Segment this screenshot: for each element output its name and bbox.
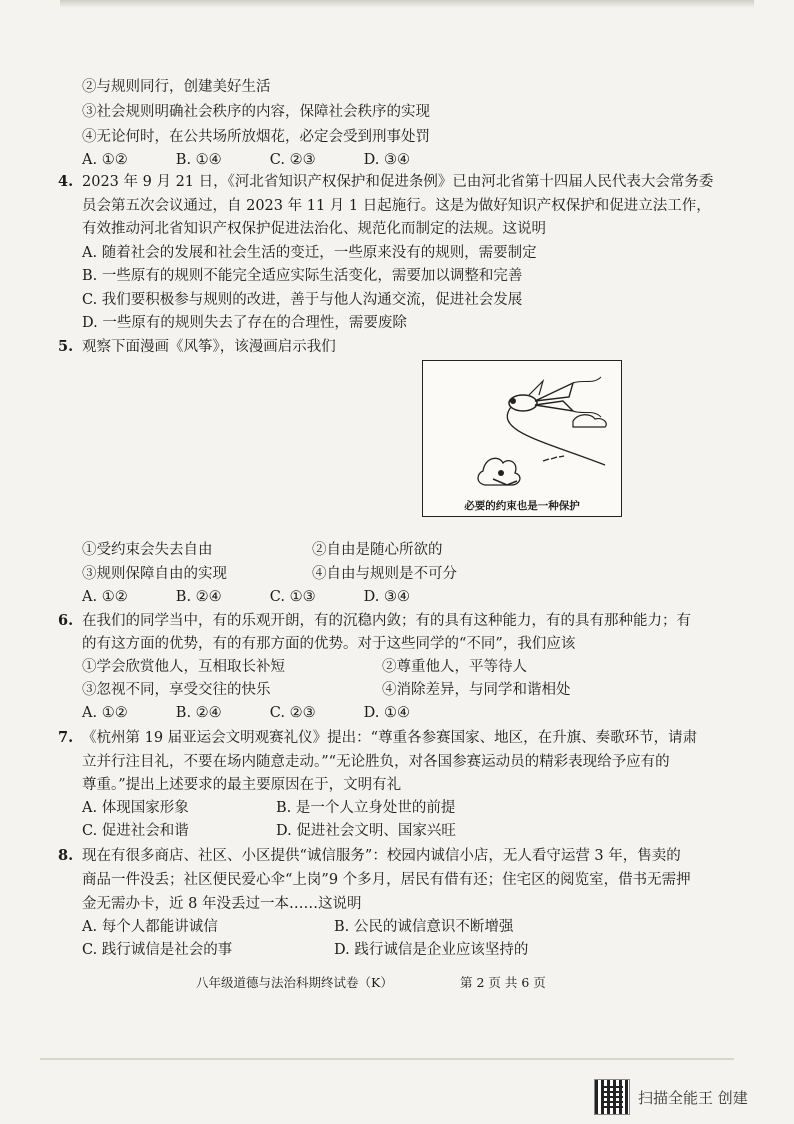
q7-stem-line-1: 《杭州第 19 届亚运会文明观赛礼仪》提出：“尊重各参赛国家、地区，在升旗、奏歌环节，请肃 [82, 730, 698, 746]
q6-stem-line-2: 的有这方面的优势，有的有那方面的优势。对于这些同学的“不同”，我们应该 [82, 636, 576, 652]
scanner-watermark [594, 1079, 748, 1115]
q4-option-a: A. 随着社会的发展和社会生活的变迁，一些原来没有的规则，需要制定 [82, 245, 537, 261]
q4-option-c: C. 我们要积极参与规则的改进，善于与他人沟通交流，促进社会发展 [82, 292, 523, 308]
q8-number: 8. [58, 847, 74, 864]
q5-option-3: ③规则保障自由的实现 [82, 566, 227, 582]
q8-option-d: D. 践行诚信是企业应该坚持的 [334, 942, 529, 958]
scan-top-edge [60, 0, 754, 8]
q7-option-c: C. 促进社会和谐 [82, 823, 189, 839]
q6-option-1: ①学会欣赏他人，互相取长补短 [82, 659, 285, 675]
q4-number: 4. [58, 173, 74, 190]
q3-choices: A. ①② B. ①④ C. ②③ D. ③④ [82, 152, 411, 168]
q3-option-2: ②与规则同行，创建美好生活 [82, 79, 271, 95]
scan-bottom-edge [40, 1058, 734, 1060]
q3-option-4: ④无论何时，在公共场所放烟花，必定会受到刑事处罚 [82, 129, 430, 145]
q6-choices: A. ①② B. ②④ C. ②③ D. ①④ [82, 705, 411, 721]
q8-option-c: C. 践行诚信是社会的事 [82, 942, 233, 958]
q5-option-2: ②自由是随心所欲的 [312, 542, 443, 558]
qr-code-icon [594, 1079, 630, 1115]
q5-stem: 观察下面漫画《风筝》，该漫画启示我们 [82, 339, 336, 355]
q7-option-a: A. 体现国家形象 [82, 800, 189, 816]
q7-option-b: B. 是一个人立身处世的前提 [276, 800, 456, 816]
q6-option-2: ②尊重他人，平等待人 [382, 659, 527, 675]
q5-option-1: ①受约束会失去自由 [82, 542, 213, 558]
q5-number: 5. [58, 338, 74, 355]
footer-exam-title: 八年级道德与法治科期终试卷（K） [196, 975, 393, 990]
q8-option-b: B. 公民的诚信意识不断增强 [334, 919, 514, 935]
q8-stem-line-3: 金无需办卡，近 8 年没丢过一本……这说明 [82, 896, 362, 912]
q4-stem-line-1: 2023 年 9 月 21 日，《河北省知识产权保护和促进条例》已由河北省第十四届人民代表大会常务委 [82, 174, 714, 190]
q4-option-d: D. 一些原有的规则失去了存在的合理性，需要废除 [82, 315, 407, 331]
q7-stem-line-3: 尊重。”提出上述要求的最主要原因在于，文明有礼 [82, 777, 402, 793]
q3-option-3: ③社会规则明确社会秩序的内容，保障社会秩序的实现 [82, 104, 430, 120]
q5-choices: A. ①② B. ②④ C. ①③ D. ③④ [82, 589, 411, 605]
q4-stem-line-3: 有效推动河北省知识产权保护促进法治化、规范化而制定的法规。这说明 [82, 221, 546, 237]
footer-page-info: 第 2 页 共 6 页 [460, 975, 546, 990]
q6-stem-line-1: 在我们的同学当中，有的乐观开朗，有的沉稳内敛；有的具有这种能力，有的具有那种能力；有 [82, 613, 691, 629]
q8-stem-line-2: 商品一件没丢；社区便民爱心伞“上岗”9 个多月，居民有借有还；住宅区的阅览室，借书无需押 [82, 872, 691, 888]
q7-number: 7. [58, 729, 74, 746]
kite-icon [509, 377, 601, 417]
q6-option-4: ④消除差异，与同学和谐相处 [382, 682, 571, 698]
q8-option-a: A. 每个人都能讲诚信 [82, 919, 218, 935]
q8-stem-line-1: 现在有很多商店、社区、小区提供“诚信服务”：校园内诚信小店，无人看守运营 3 年，售卖的 [82, 848, 681, 864]
kite-comic [422, 360, 622, 517]
q7-option-d: D. 促进社会文明、国家兴旺 [276, 823, 456, 839]
q7-stem-line-2: 立并行注目礼，不要在场内随意走动。”“无论胜负，对各国参赛运动员的精彩表现给予应有的 [82, 754, 670, 770]
kite-illustration [423, 361, 623, 518]
q5-option-4: ④自由与规则是不可分 [312, 566, 457, 582]
watermark-text: 扫描全能王 创建 [638, 1088, 748, 1107]
q6-number: 6. [58, 612, 74, 629]
q6-option-3: ③忽视不同，享受交往的快乐 [82, 682, 271, 698]
comic-caption: 必要的约束也是一种保护 [464, 500, 580, 512]
q4-option-b: B. 一些原有的规则不能完全适应实际生活变化，需要加以调整和完善 [82, 268, 523, 284]
q4-stem-line-2: 员会第五次会议通过，自 2023 年 11 月 1 日起施行。这是为做好知识产权保护和促进立法工作， [82, 198, 711, 214]
